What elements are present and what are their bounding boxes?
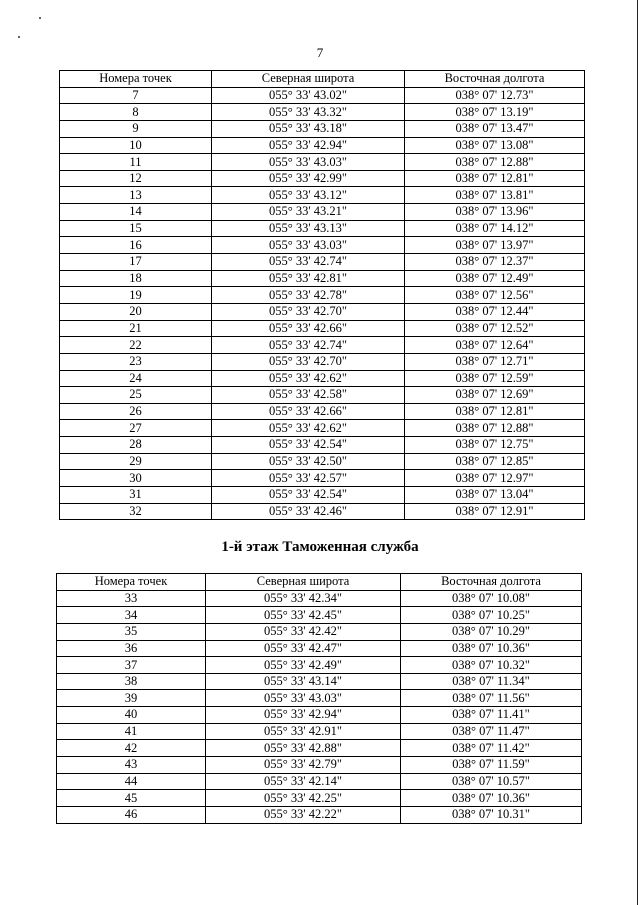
point-number-cell: 21	[60, 320, 212, 337]
table-row	[60, 137, 585, 154]
east-longitude-cell: 038° 07' 11.56"	[401, 690, 582, 707]
north-latitude-cell: 055° 33' 43.03"	[212, 154, 405, 171]
north-latitude-cell: 055° 33' 42.46"	[212, 503, 405, 520]
east-longitude-cell: 038° 07' 10.36"	[401, 790, 582, 807]
east-longitude-cell: 038° 07' 13.81"	[405, 187, 585, 204]
north-latitude-cell: 055° 33' 43.03"	[206, 690, 401, 707]
point-number-cell: 38	[57, 673, 206, 690]
north-latitude-cell: 055° 33' 42.78"	[212, 287, 405, 304]
scan-speck	[39, 17, 41, 19]
east-longitude-cell: 038° 07' 11.34"	[401, 673, 582, 690]
east-longitude-cell: 038° 07' 13.04"	[405, 487, 585, 504]
scan-speck	[18, 36, 20, 38]
north-latitude-cell: 055° 33' 42.54"	[212, 487, 405, 504]
point-number-cell: 36	[57, 640, 206, 657]
table-row	[57, 723, 582, 740]
east-longitude-cell: 038° 07' 12.56"	[405, 287, 585, 304]
north-latitude-cell: 055° 33' 43.21"	[212, 204, 405, 221]
point-number-cell: 18	[60, 270, 212, 287]
point-number-cell: 31	[60, 487, 212, 504]
point-number-cell: 19	[60, 287, 212, 304]
north-latitude-cell: 055° 33' 43.14"	[206, 673, 401, 690]
point-number-cell: 13	[60, 187, 212, 204]
table-row	[60, 270, 585, 287]
column-header-point-number: Номера точек	[57, 574, 206, 591]
north-latitude-cell: 055° 33' 43.32"	[212, 104, 405, 121]
north-latitude-cell: 055° 33' 42.66"	[212, 320, 405, 337]
north-latitude-cell: 055° 33' 42.57"	[212, 470, 405, 487]
east-longitude-cell: 038° 07' 14.12"	[405, 220, 585, 237]
north-latitude-cell: 055° 33' 43.13"	[212, 220, 405, 237]
coordinates-table-2	[56, 573, 582, 824]
point-number-cell: 30	[60, 470, 212, 487]
east-longitude-cell: 038° 07' 13.97"	[405, 237, 585, 254]
east-longitude-cell: 038° 07' 12.44"	[405, 303, 585, 320]
north-latitude-cell: 055° 33' 42.94"	[212, 137, 405, 154]
east-longitude-cell: 038° 07' 12.49"	[405, 270, 585, 287]
east-longitude-cell: 038° 07' 13.47"	[405, 120, 585, 137]
point-number-cell: 20	[60, 303, 212, 320]
point-number-cell: 37	[57, 657, 206, 674]
north-latitude-cell: 055° 33' 42.42"	[206, 623, 401, 640]
east-longitude-cell: 038° 07' 12.91"	[405, 503, 585, 520]
east-longitude-cell: 038° 07' 10.29"	[401, 623, 582, 640]
north-latitude-cell: 055° 33' 42.50"	[212, 453, 405, 470]
point-number-cell: 26	[60, 403, 212, 420]
column-header-north-latitude: Северная широта	[206, 574, 401, 591]
point-number-cell: 25	[60, 387, 212, 404]
east-longitude-cell: 038° 07' 12.52"	[405, 320, 585, 337]
north-latitude-cell: 055° 33' 42.58"	[212, 387, 405, 404]
table-row	[57, 623, 582, 640]
north-latitude-cell: 055° 33' 43.18"	[212, 120, 405, 137]
north-latitude-cell: 055° 33' 42.94"	[206, 707, 401, 724]
table-row	[57, 590, 582, 607]
point-number-cell: 7	[60, 87, 212, 104]
table-row	[60, 254, 585, 271]
point-number-cell: 22	[60, 337, 212, 354]
table-row	[60, 337, 585, 354]
table-row	[57, 690, 582, 707]
east-longitude-cell: 038° 07' 11.42"	[401, 740, 582, 757]
point-number-cell: 44	[57, 773, 206, 790]
table-row	[60, 104, 585, 121]
table-row	[60, 120, 585, 137]
east-longitude-cell: 038° 07' 11.59"	[401, 757, 582, 774]
section-heading: 1-й этаж Таможенная служба	[221, 539, 419, 555]
scan-edge-line	[637, 0, 638, 905]
point-number-cell: 43	[57, 757, 206, 774]
north-latitude-cell: 055° 33' 42.74"	[212, 337, 405, 354]
point-number-cell: 11	[60, 154, 212, 171]
table-row	[60, 287, 585, 304]
table-row	[57, 707, 582, 724]
north-latitude-cell: 055° 33' 42.62"	[212, 370, 405, 387]
point-number-cell: 39	[57, 690, 206, 707]
column-header-east-longitude: Восточная долгота	[405, 71, 585, 88]
east-longitude-cell: 038° 07' 12.37"	[405, 254, 585, 271]
north-latitude-cell: 055° 33' 42.54"	[212, 437, 405, 454]
north-latitude-cell: 055° 33' 42.47"	[206, 640, 401, 657]
east-longitude-cell: 038° 07' 12.75"	[405, 437, 585, 454]
north-latitude-cell: 055° 33' 42.81"	[212, 270, 405, 287]
point-number-cell: 10	[60, 137, 212, 154]
point-number-cell: 12	[60, 170, 212, 187]
north-latitude-cell: 055° 33' 43.02"	[212, 87, 405, 104]
point-number-cell: 40	[57, 707, 206, 724]
east-longitude-cell: 038° 07' 13.96"	[405, 204, 585, 221]
page-number: 7	[316, 45, 324, 60]
east-longitude-cell: 038° 07' 10.25"	[401, 607, 582, 624]
table-row	[60, 437, 585, 454]
north-latitude-cell: 055° 33' 42.22"	[206, 806, 401, 823]
column-header-north-latitude: Северная широта	[212, 71, 405, 88]
north-latitude-cell: 055° 33' 42.49"	[206, 657, 401, 674]
table-row	[60, 453, 585, 470]
table-row	[60, 370, 585, 387]
north-latitude-cell: 055° 33' 42.66"	[212, 403, 405, 420]
table-row	[60, 237, 585, 254]
table-row	[60, 187, 585, 204]
point-number-cell: 35	[57, 623, 206, 640]
north-latitude-cell: 055° 33' 42.99"	[212, 170, 405, 187]
east-longitude-cell: 038° 07' 12.88"	[405, 420, 585, 437]
point-number-cell: 23	[60, 353, 212, 370]
table-row	[60, 154, 585, 171]
east-longitude-cell: 038° 07' 12.71"	[405, 353, 585, 370]
east-longitude-cell: 038° 07' 13.19"	[405, 104, 585, 121]
point-number-cell: 15	[60, 220, 212, 237]
north-latitude-cell: 055° 33' 42.79"	[206, 757, 401, 774]
table-row	[57, 740, 582, 757]
table-row	[60, 170, 585, 187]
east-longitude-cell: 038° 07' 10.31"	[401, 806, 582, 823]
table-header-row	[60, 71, 585, 88]
point-number-cell: 29	[60, 453, 212, 470]
north-latitude-cell: 055° 33' 42.91"	[206, 723, 401, 740]
east-longitude-cell: 038° 07' 12.59"	[405, 370, 585, 387]
east-longitude-cell: 038° 07' 11.47"	[401, 723, 582, 740]
point-number-cell: 46	[57, 806, 206, 823]
north-latitude-cell: 055° 33' 42.34"	[206, 590, 401, 607]
east-longitude-cell: 038° 07' 13.08"	[405, 137, 585, 154]
point-number-cell: 32	[60, 503, 212, 520]
point-number-cell: 16	[60, 237, 212, 254]
table-row	[57, 790, 582, 807]
table-row	[60, 353, 585, 370]
north-latitude-cell: 055° 33' 42.25"	[206, 790, 401, 807]
table-row	[60, 204, 585, 221]
east-longitude-cell: 038° 07' 10.08"	[401, 590, 582, 607]
north-latitude-cell: 055° 33' 43.03"	[212, 237, 405, 254]
point-number-cell: 42	[57, 740, 206, 757]
point-number-cell: 34	[57, 607, 206, 624]
table-row	[60, 87, 585, 104]
east-longitude-cell: 038° 07' 12.81"	[405, 403, 585, 420]
point-number-cell: 17	[60, 254, 212, 271]
table-row	[60, 387, 585, 404]
east-longitude-cell: 038° 07' 12.85"	[405, 453, 585, 470]
column-header-point-number: Номера точек	[60, 71, 212, 88]
table-row	[57, 640, 582, 657]
point-number-cell: 8	[60, 104, 212, 121]
table-row	[57, 607, 582, 624]
north-latitude-cell: 055° 33' 42.62"	[212, 420, 405, 437]
north-latitude-cell: 055° 33' 42.14"	[206, 773, 401, 790]
table-row	[57, 757, 582, 774]
column-header-east-longitude: Восточная долгота	[401, 574, 582, 591]
table-row	[60, 470, 585, 487]
north-latitude-cell: 055° 33' 43.12"	[212, 187, 405, 204]
table-row	[60, 220, 585, 237]
east-longitude-cell: 038° 07' 11.41"	[401, 707, 582, 724]
east-longitude-cell: 038° 07' 12.64"	[405, 337, 585, 354]
table-header-row	[57, 574, 582, 591]
table-row	[60, 403, 585, 420]
table-row	[60, 487, 585, 504]
point-number-cell: 14	[60, 204, 212, 221]
east-longitude-cell: 038° 07' 10.36"	[401, 640, 582, 657]
north-latitude-cell: 055° 33' 42.88"	[206, 740, 401, 757]
east-longitude-cell: 038° 07' 12.88"	[405, 154, 585, 171]
north-latitude-cell: 055° 33' 42.74"	[212, 254, 405, 271]
table-row	[60, 420, 585, 437]
north-latitude-cell: 055° 33' 42.45"	[206, 607, 401, 624]
north-latitude-cell: 055° 33' 42.70"	[212, 353, 405, 370]
point-number-cell: 33	[57, 590, 206, 607]
table-row	[57, 673, 582, 690]
point-number-cell: 9	[60, 120, 212, 137]
table-row	[60, 503, 585, 520]
east-longitude-cell: 038° 07' 12.97"	[405, 470, 585, 487]
north-latitude-cell: 055° 33' 42.70"	[212, 303, 405, 320]
point-number-cell: 45	[57, 790, 206, 807]
east-longitude-cell: 038° 07' 10.57"	[401, 773, 582, 790]
table-row	[57, 657, 582, 674]
point-number-cell: 41	[57, 723, 206, 740]
east-longitude-cell: 038° 07' 12.81"	[405, 170, 585, 187]
table-row	[60, 303, 585, 320]
east-longitude-cell: 038° 07' 12.73"	[405, 87, 585, 104]
point-number-cell: 24	[60, 370, 212, 387]
coordinates-table-1	[59, 70, 585, 520]
table-row	[57, 773, 582, 790]
point-number-cell: 27	[60, 420, 212, 437]
east-longitude-cell: 038° 07' 12.69"	[405, 387, 585, 404]
table-row	[60, 320, 585, 337]
point-number-cell: 28	[60, 437, 212, 454]
east-longitude-cell: 038° 07' 10.32"	[401, 657, 582, 674]
table-row	[57, 806, 582, 823]
